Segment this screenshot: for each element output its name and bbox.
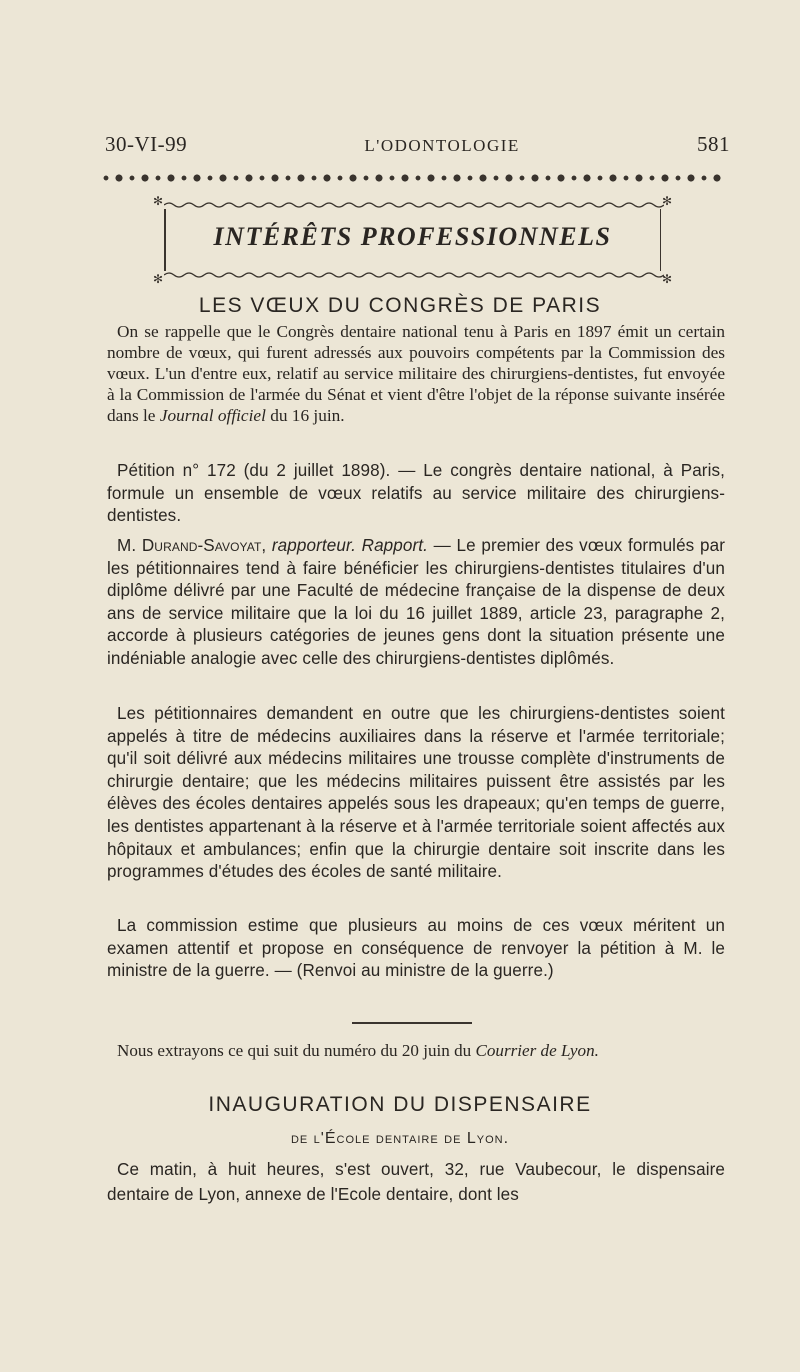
rapporteur-role: rapporteur. Rapport.: [271, 536, 428, 555]
report-text: — Le premier des vœux formulés par les pétitionnaires tend à faire bénéficier les chirurgiens-dentistes titulaires d'un diplôme délivré par une Faculté de médecine française de la dispense de deux ans de service militaire que la loi du 16 juillet 1889, article 23, paragraphe 2, accorde à plusieurs catégories de jeunes gens dont la situation présente une indéniable analogie avec celle des chirurgiens-dentistes diplômés.: [107, 536, 725, 668]
report-paragraph: M. Durand-Savoyat, rapporteur. Rapport. — Le premier des vœux formulés par les pétitionnaires tend à faire bénéficier les chirurgiens-dentistes titulaires d'un diplôme délivré par une Faculté de médecine française de la dispense de deux ans de service militaire que la loi du 16 juillet 1889, article 23, paragraphe 2, accorde à plusieurs catégories de jeunes gens dont la situation présente une indéniable analogie avec celle des chirurgiens-dentistes diplômés.: [107, 536, 725, 668]
rapporteur-name: Durand-Savoyat: [141, 536, 262, 555]
corner-ornament-icon: ✻: [661, 194, 673, 208]
corner-ornament-icon: ✻: [152, 272, 164, 286]
section-banner: [150, 195, 675, 285]
section-title: INTÉRÊTS PROFESSIONNELS: [213, 222, 612, 251]
separator-rule: [352, 1022, 472, 1024]
source-paragraph: [107, 1040, 725, 1062]
source-text: Nous extrayons ce qui suit du numéro du 20 juin du: [117, 1041, 472, 1060]
intro-text-end: du 16 juin.: [270, 405, 345, 425]
newspaper-title: Courrier de Lyon.: [475, 1041, 599, 1060]
article-heading: INAUGURATION DU DISPENSAIRE: [208, 1093, 592, 1116]
journal-title: L'ODONTOLOGIE: [364, 136, 520, 155]
article-heading: LES VŒUX DU CONGRÈS DE PARIS: [198, 294, 602, 317]
demands-paragraph: Les pétitionnaires demandent en outre que les chirurgiens-dentistes soient appelés à titre de médecins auxiliaires dans la réserve et l'armée territoriale; qu'il soit délivré aux médecins militaires une trousse complète d'instruments de chirurgie dentaire; que les médecins militaires puissent être assistés par les élèves des écoles dentaires appelés sous les drapeaux; qu'en temps de guerre, les dentistes appartenant à la réserve et à l'armée territoriale soient affectés aux hôpitaux et ambulances; enfin que la chirurgie dentaire soit inscrite dans les programmes d'études des écoles de santé militaire.: [107, 704, 725, 882]
intro-paragraph: [107, 322, 725, 427]
running-head: [105, 132, 730, 157]
intro-text: On se rappelle que le Congrès dentaire national tenu à Paris en 1897 émit un certain nombre de vœux, qui furent adressés aux pouvoirs compétents par la Commission des vœux. L'un d'entre eux, relatif au service militaire des chirurgiens-dentistes, fut envoyée à la Commission de l'armée du Sénat et vient d'être l'objet de la réponse suivante insérée dans le: [107, 322, 725, 425]
conclusion-paragraph: La commission estime que plusieurs au moins de ces vœux méritent un examen attentif et propose en conséquence de renvoyer la pétition à M. le ministre de la guerre. — (Renvoi au ministre de la guerre.): [107, 916, 725, 981]
wavy-border-bottom: [164, 271, 664, 279]
petition-paragraph: Pétition n° 172 (du 2 juillet 1898). — Le congrès dentaire national, à Paris, formule un ensemble de vœux relatifs au service militaire des chirurgiens-dentistes.: [107, 461, 725, 526]
journal-reference: Journal officiel: [159, 405, 266, 425]
body-paragraph: Ce matin, à huit heures, s'est ouvert, 32, rue Vaubecour, le dispensaire dentaire de Lyon, annexe de l'Ecole dentaire, dont les: [107, 1160, 725, 1204]
corner-ornament-icon: ✻: [152, 194, 164, 208]
wavy-border-top: [164, 201, 664, 209]
issue-date: 30-VI-99: [105, 132, 188, 156]
page-number: 581: [697, 132, 730, 156]
corner-ornament-icon: ✻: [661, 272, 673, 286]
report-lead: M.: [117, 536, 137, 555]
ornamental-rule: [100, 170, 722, 186]
article-subheading: de l'École dentaire de Lyon.: [290, 1130, 510, 1147]
